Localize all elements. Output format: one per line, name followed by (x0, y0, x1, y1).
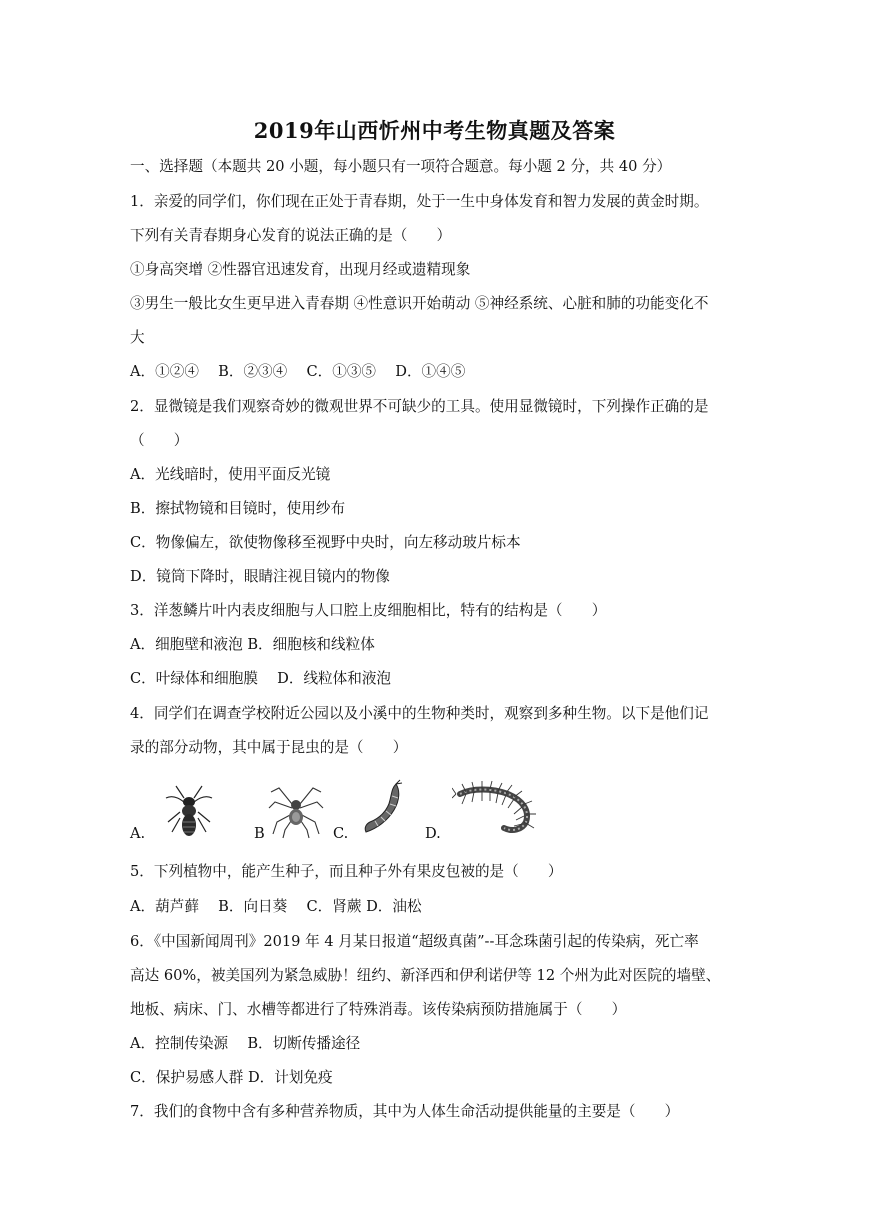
q6-options-cd: C．保护易感人群 D．计划免疫 (130, 1069, 333, 1086)
q6-stem-line2: 高达 60%，被美国列为紧急威胁！纽约、新泽西和伊利诺伊等 12 个州为此对医院的墙壁、 (130, 967, 721, 984)
q1-stem-line1: 1．亲爱的同学们，你们现在正处于青春期，处于一生中身体发育和智力发展的黄金时期。 (130, 193, 709, 210)
q5-stem: 5．下列植物中，能产生种子，而且种子外有果皮包被的是（ ） (130, 863, 563, 880)
bee-insect-image (158, 778, 220, 840)
q3-options-ab: A．细胞壁和液泡 B．细胞核和线粒体 (130, 636, 375, 653)
larva-image (356, 778, 418, 840)
q2-option-c: C．物像偏左，欲使物像移至视野中央时，向左移动玻片标本 (130, 534, 521, 551)
q6-stem-line1: 6．《中国新闻周刊》2019 年 4 月某日报道“超级真菌”--耳念珠菌引起的传染病，死亡率 (130, 933, 699, 950)
q4-stem-line2: 录的部分动物，其中属于昆虫的是（ ） (130, 739, 408, 756)
q4-option-b-label: B (254, 825, 265, 842)
q1-item-line3: 大 (130, 329, 145, 346)
q6-stem-line3: 地板、病床、门、水槽等都进行了特殊消毒。该传染病预防措施属于（ ） (130, 1001, 627, 1018)
q3-options-cd: C．叶绿体和细胞膜 D．线粒体和液泡 (130, 670, 392, 687)
q2-stem-line1: 2．显微镜是我们观察奇妙的微观世界不可缺少的工具。使用显微镜时，下列操作正确的是 (130, 398, 709, 415)
page-title: 2019年山西忻州中考生物真题及答案 (253, 118, 616, 143)
q7-stem: 7．我们的食物中含有多种营养物质，其中为人体生命活动提供能量的主要是（ ） (130, 1103, 680, 1120)
q2-stem-line2: （ ） (130, 432, 189, 449)
spider-image (265, 778, 327, 840)
q2-option-d: D．镜筒下降时，眼睛注视目镜内的物像 (130, 568, 390, 585)
q2-option-b: B．擦拭物镜和目镜时，使用纱布 (130, 500, 346, 517)
q4-option-d-label: D. (425, 825, 441, 842)
q1-item-line2: ③男生一般比女生更早进入青春期 ④性意识开始萌动 ⑤神经系统、心脏和肺的功能变化不 (130, 295, 709, 312)
q5-options: A．葫芦藓 B．向日葵 C．肾蕨 D．油松 (130, 898, 422, 915)
q1-stem-line2: 下列有关青春期身心发育的说法正确的是（ ） (130, 227, 452, 244)
q4-stem-line1: 4．同学们在调查学校附近公园以及小溪中的生物种类时，观察到多种生物。以下是他们记 (130, 705, 709, 722)
q1-item-line1: ①身高突增 ②性器官迅速发育，出现月经或遗精现象 (130, 261, 471, 278)
section-header: 一、选择题（本题共 20 小题，每小题只有一项符合题意。每小题 2 分，共 40 分） (130, 158, 672, 175)
q2-option-a: A．光线暗时，使用平面反光镜 (130, 466, 331, 483)
q3-stem: 3．洋葱鳞片叶内表皮细胞与人口腔上皮细胞相比，特有的结构是（ ） (130, 602, 607, 619)
q4-option-a-label: A. (130, 825, 146, 842)
q4-option-c-label: C. (333, 825, 349, 842)
q1-options: A．①②④ B．②③④ C．①③⑤ D．①④⑤ (130, 363, 466, 380)
q6-options-ab: A．控制传染源 B．切断传播途径 (130, 1035, 361, 1052)
centipede-image (452, 780, 540, 838)
